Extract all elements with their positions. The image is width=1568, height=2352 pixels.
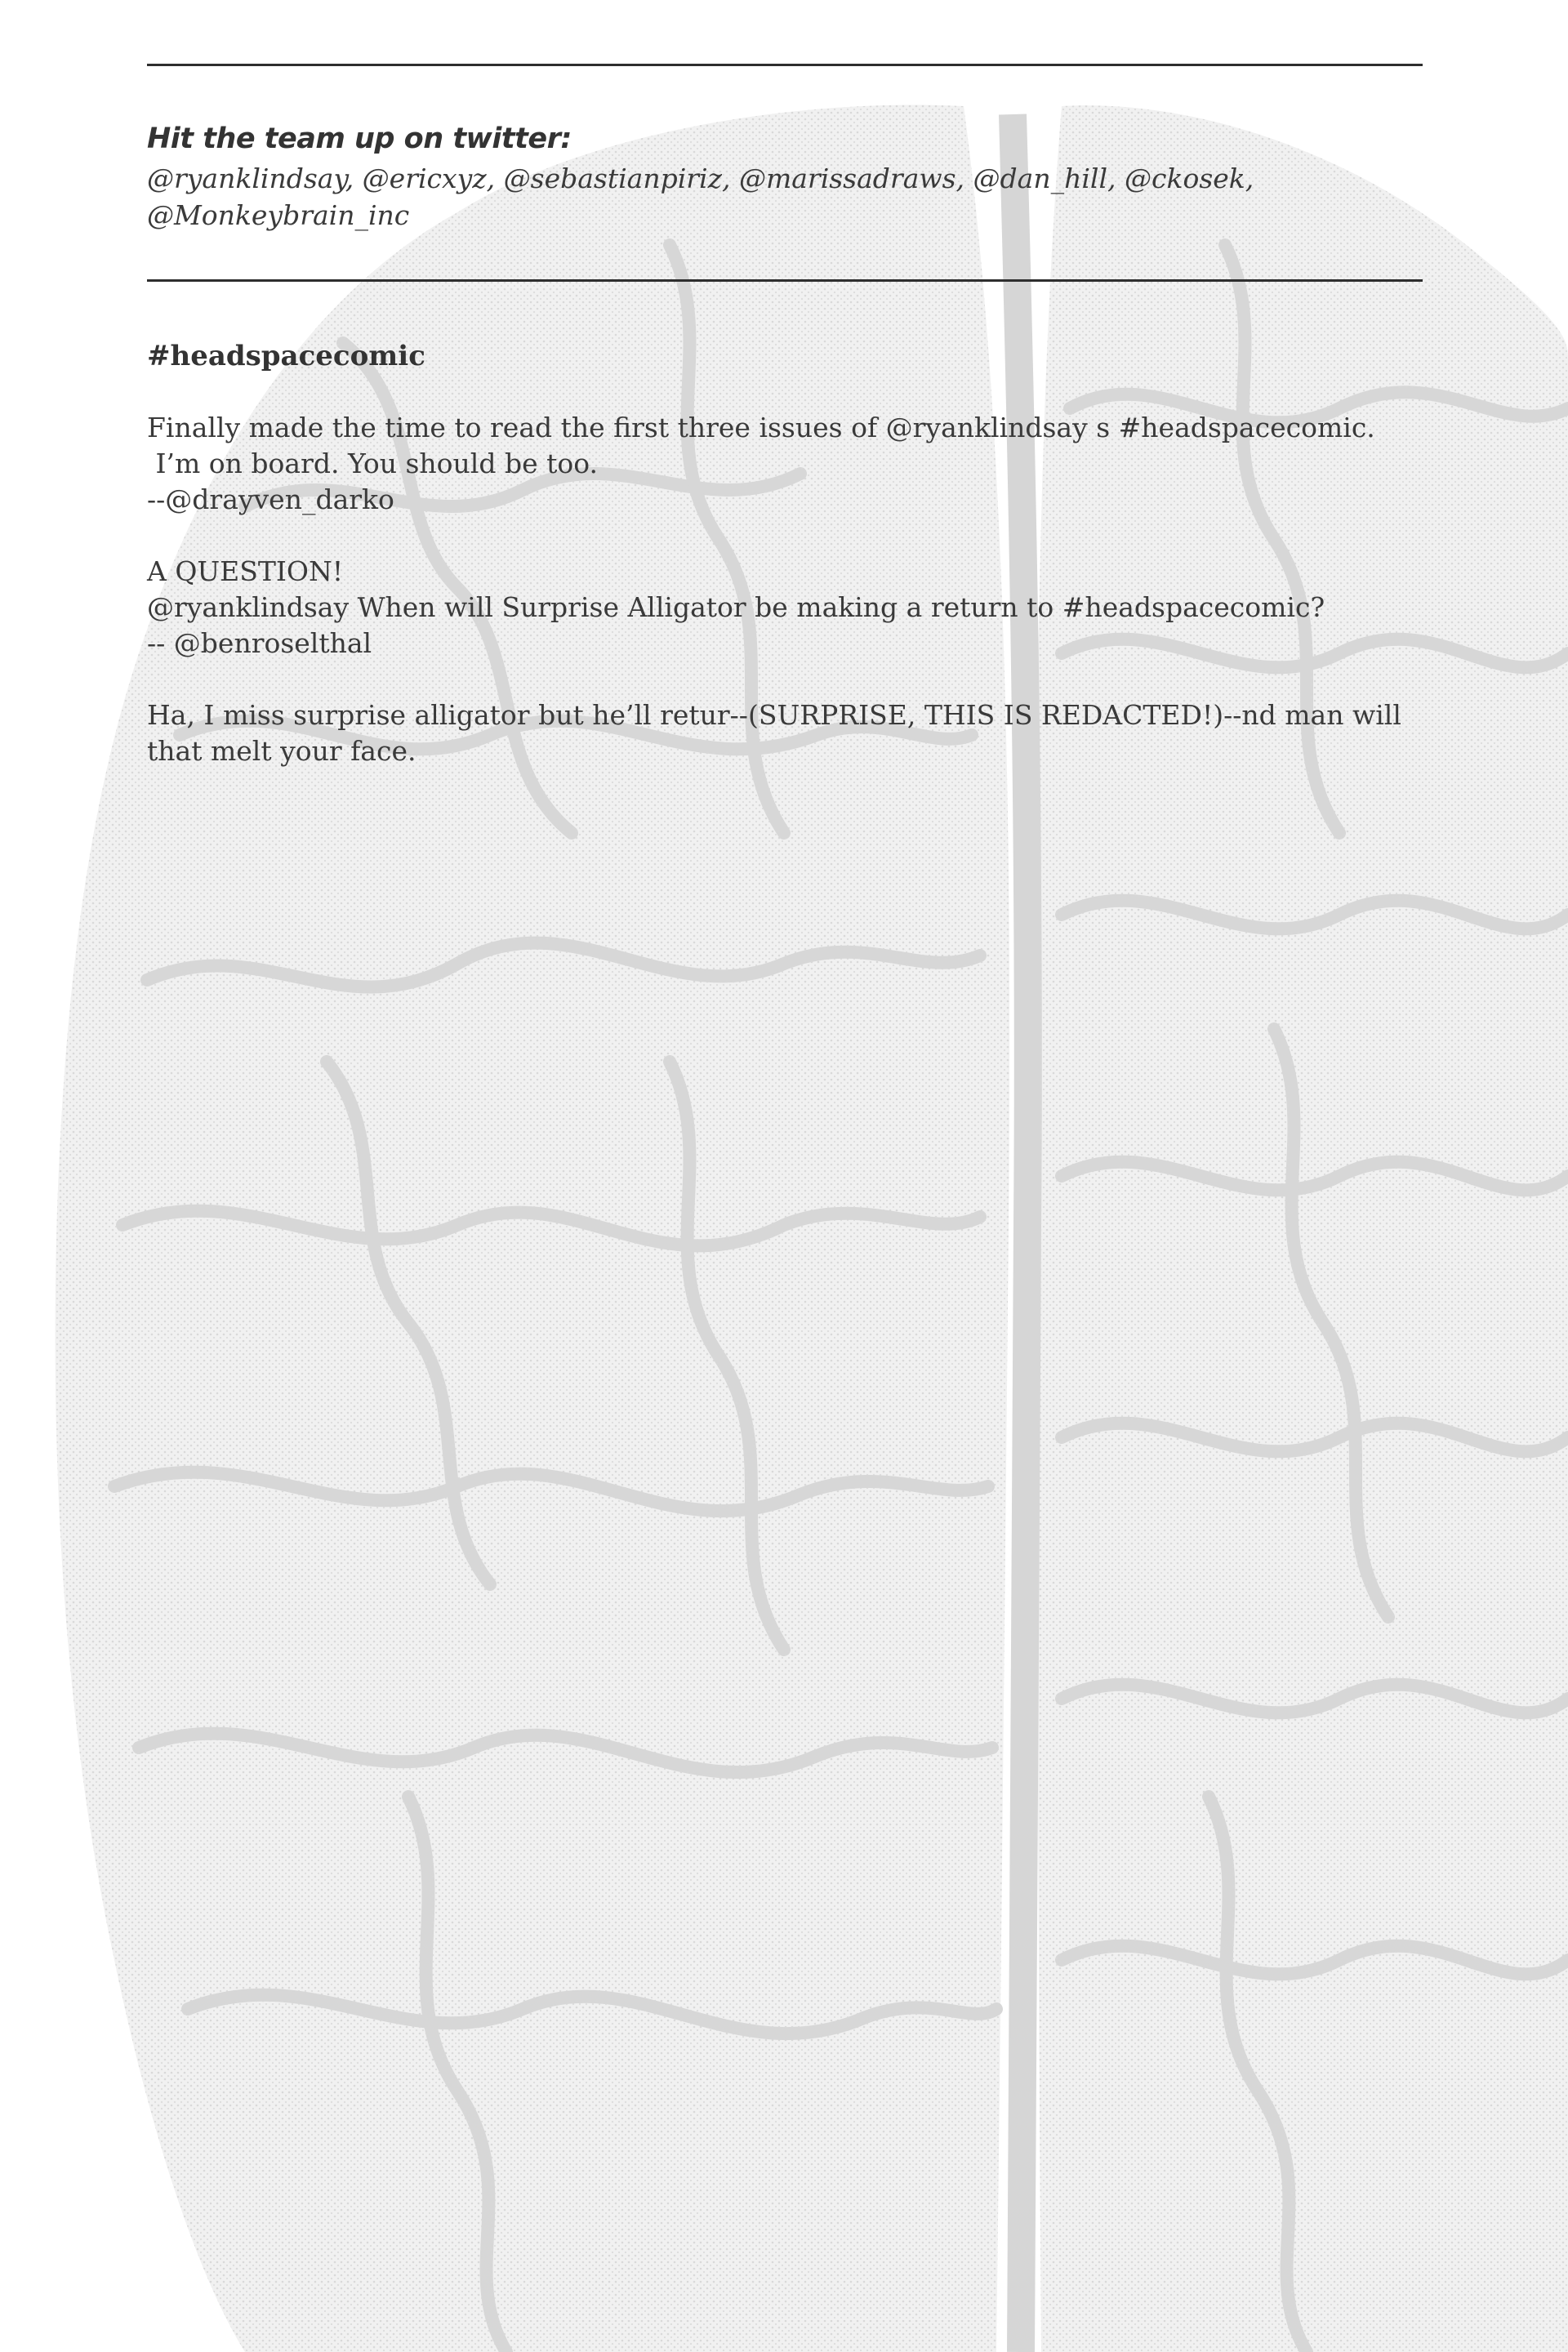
post-line: I’m on board. You should be too. <box>147 448 599 479</box>
post-line: Ha, I miss surprise alligator but he’ll retur--(SURPRISE, THIS IS REDACTED!)--nd man will <box>147 699 1401 731</box>
fan-tweet-drayven <box>147 410 1421 518</box>
fan-question-benroselthal <box>147 554 1421 662</box>
team-handles-line: @Monkeybrain_inc <box>147 199 410 231</box>
writer-reply <box>147 697 1421 769</box>
team-handles-line: @ryanklindsay, @ericxyz, @sebastianpiriz, @marissadraws, @dan_hill, @ckosek, <box>147 163 1254 194</box>
team-twitter-heading: Hit the team up on twitter: <box>147 122 572 155</box>
post-line: that melt your face. <box>147 735 416 767</box>
section-title-hashtag: #headspacecomic <box>147 340 425 372</box>
post-author: --@drayven_darko <box>147 483 394 515</box>
post-line: @ryanklindsay When will Surprise Alligator be making a return to #headspacecomic? <box>147 591 1325 623</box>
top-divider <box>147 64 1423 66</box>
bottom-divider <box>147 279 1423 282</box>
post-author: -- @benroselthal <box>147 627 372 659</box>
team-twitter-handles <box>147 160 1421 234</box>
post-line: Finally made the time to read the first three issues of @ryanklindsay s #headspacecomic. <box>147 412 1375 443</box>
post-line: A QUESTION! <box>147 555 344 587</box>
